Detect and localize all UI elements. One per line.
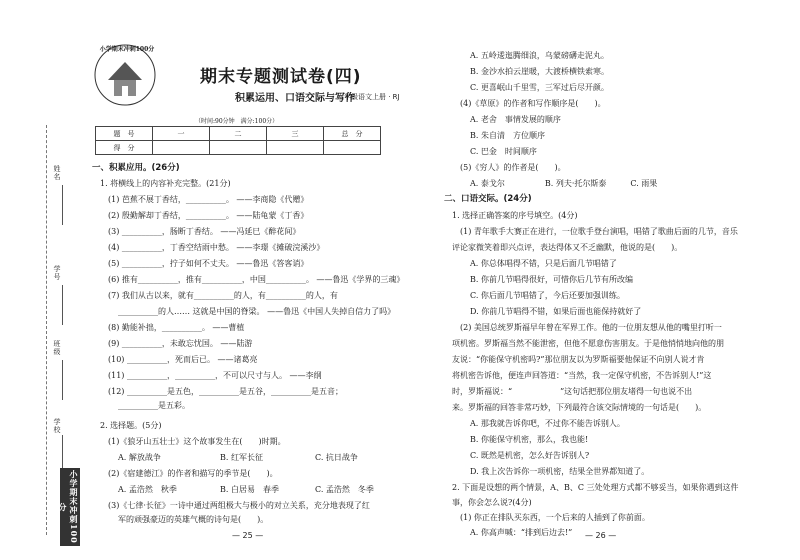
option: A. 解放战争	[118, 453, 161, 462]
question-item: (5) __________，拧子如何不丈夫。 ——鲁迅《答客诮》	[108, 259, 309, 268]
page-subtitle: 积累运用、口语交际与写作	[235, 93, 355, 104]
option: A. 老舍 事情发展的顺序	[470, 115, 561, 124]
paragraph-line: (1) 青年歌手大赛正在进行，一位歌手登台演唱，唱错了歌曲后面的几节，音乐	[460, 227, 738, 236]
question-item: __________的人…… 这就是中国的脊梁。 ——鲁迅《中国人失掉自信力了吗》	[118, 307, 396, 316]
question-item: (3) __________，肠断丁香结。 ——冯延巳《醉花间》	[108, 227, 301, 236]
question-text: (1) 你正在排队买东西，一个后来的人插到了你前面。	[460, 513, 650, 522]
strip-label-school: 学校	[53, 418, 61, 434]
strip-name-line	[62, 185, 64, 225]
score-table-score-row	[96, 141, 381, 155]
time-info: （时间:90分钟 满分:100分）	[195, 118, 279, 125]
paragraph-line: 时，罗斯福说：“ ”这句话把那位朋友堵得一句也说不出	[452, 387, 693, 396]
right-page	[400, 0, 800, 560]
score-table	[95, 126, 381, 155]
score-input-cell[interactable]	[210, 141, 267, 155]
option: D. 我上次告诉你一项机密，结果全世界都知道了。	[470, 467, 650, 476]
option: A. 五岭逶迤腾细浪，乌蒙磅礴走泥丸。	[470, 51, 609, 60]
strip-label-class: 班级	[53, 340, 61, 356]
question-text: (1)《狼牙山五壮士》这个故事发生在( )时期。	[108, 437, 286, 446]
option: C. 巴金 时间顺序	[470, 147, 537, 156]
score-table-header-row	[96, 127, 381, 141]
question-text: 军的顽强豪迈的英雄气概的诗句是( )。	[118, 515, 269, 524]
strip-class-line	[62, 360, 64, 400]
paragraph-line: 项机密。罗斯福当然不能泄密，但他不愿意伤害朋友。于是他悄悄地向他的朋	[452, 339, 724, 348]
question-item: (9) __________，未敢忘忧国。 ——陆游	[108, 339, 253, 348]
question-item: (10) __________，死而后已。 ——诸葛亮	[108, 355, 258, 364]
question-item: (6) 推有__________，推有__________，中国__________。 ——鲁迅《学界的三魂》	[108, 275, 405, 284]
option: B. 朱自清 方位顺序	[470, 131, 545, 140]
question-text: (3)《七律·长征》一诗中通过两组极大与极小的对立关系，充分地表现了红	[108, 501, 370, 510]
score-input-cell[interactable]	[153, 141, 210, 155]
strip-label-number: 学号	[53, 265, 61, 281]
score-input-cell[interactable]	[267, 141, 324, 155]
question-text: 1. 选择正确答案的序号填空。(4分)	[452, 211, 578, 220]
series-logo-text: 小学期末冲刺100分	[99, 46, 155, 53]
question-item: __________是五彩。	[118, 401, 190, 410]
table-cell: 二	[210, 127, 267, 141]
option: A. 孟浩然 秋季	[118, 485, 177, 494]
option: B. 白居易 春季	[220, 485, 279, 494]
option: B. 你能保守机密，那么，我也能!	[470, 435, 589, 444]
binding-dashed-line	[46, 125, 48, 535]
page-number: — 25 —	[232, 531, 264, 540]
option: B. 红军长征	[220, 453, 263, 462]
paragraph-line: 评论家微笑着即兴点评，表达得体又不乏幽默，他说的是( )。	[452, 243, 683, 252]
strip-number-line	[62, 285, 64, 325]
option: C. 既然是机密，怎么好告诉别人?	[470, 451, 590, 460]
table-cell: 一	[153, 127, 210, 141]
page-title: 期末专题测试卷(四)	[200, 67, 362, 87]
paragraph-line: (2) 美国总统罗斯福早年曾在军界工作。他的一位朋友想从他的嘴里打听一	[460, 323, 722, 332]
question-text: (2)《宿建德江》的作者和描写的季节是( )。	[108, 469, 278, 478]
option: A. 泰戈尔 B. 列夫·托尔斯泰 C. 雨果	[470, 179, 658, 188]
option: B. 你前几节唱得很好，可惜你后几节有所改编	[470, 275, 633, 284]
paragraph-line: 来。罗斯福的回答非常巧妙，下列最符合该交际情境的一句话是( )。	[452, 403, 707, 412]
question-item: (2) 殷勤解却丁香结，__________。 ——陆龟蒙《丁香》	[108, 211, 309, 220]
question-item: (11) __________，__________，不可以尺寸与人。 ——李纲	[108, 371, 322, 380]
question-item: (7) 我们从古以来，就有__________的人，有__________的人，有	[108, 291, 338, 300]
option: C. 抗日战争	[315, 453, 358, 462]
option: A. 你高声喊：“排到后边去!”	[470, 528, 573, 537]
question-text: 事，你会怎么说?(4分)	[452, 498, 532, 507]
question-item: (4) __________，丁香空结雨中愁。 ——李璟《摊破浣溪沙》	[108, 243, 325, 252]
page-number: — 26 —	[585, 531, 617, 540]
option: A. 你总体唱得不错，只是后面几节唱错了	[470, 259, 617, 268]
score-input-cell[interactable]	[324, 141, 381, 155]
grade-label: 六年级语文上册 · RJ	[337, 93, 400, 101]
strip-label-name: 姓名	[53, 165, 61, 181]
question-text: (4)《草原》的作者和写作顺序是( )。	[460, 99, 606, 108]
option: C. 你后面几节唱错了，今后还要加强训练。	[470, 291, 625, 300]
option: A. 那我就告诉你吧，不过你不能告诉别人。	[470, 419, 625, 428]
question-item: (8) 勤能补拙，__________。 ——曹植	[108, 323, 245, 332]
question-text: 2. 选择题。(5分)	[100, 421, 162, 430]
series-badge: 小学期末冲刺100分	[60, 468, 80, 546]
table-cell: 总 分	[324, 127, 381, 141]
section-heading: 一、积累应用。(26分)	[92, 163, 180, 173]
option: D. 你前几节唱得不错，如果后面也能保持就好了	[470, 307, 642, 316]
paragraph-line: 友说：“你能保守机密吗?”那位朋友以为罗斯福要他保证不向别人说才肯	[452, 355, 705, 364]
question-text: (5)《穷人》的作者是( )。	[460, 163, 566, 172]
paragraph-line: 将机密告诉他，便连声回答道：“当然，我一定保守机密，不告诉别人!”这	[452, 371, 712, 380]
question-item: (12) __________是五色，__________是五谷，__________是五音；	[108, 387, 343, 396]
option: C. 更喜岷山千里雪，三军过后尽开颜。	[470, 83, 609, 92]
question-text: 1. 将横线上的内容补充完整。(21分)	[100, 179, 231, 188]
question-text: 2. 下面是设想的两个情景，A、B、C 三处处理方式都不够妥当，如果你遇到这件	[452, 483, 739, 492]
section-heading: 二、口语交际。(24分)	[444, 194, 532, 204]
table-cell: 题 号	[96, 127, 153, 141]
option: B. 金沙水拍云崖暖，大渡桥横铁索寒。	[470, 67, 609, 76]
table-cell: 得 分	[96, 141, 153, 155]
question-item: (1) 芭蕉不展丁香结，__________。 ——李商隐《代赠》	[108, 195, 309, 204]
option: C. 孟浩然 冬季	[315, 485, 374, 494]
table-cell: 三	[267, 127, 324, 141]
